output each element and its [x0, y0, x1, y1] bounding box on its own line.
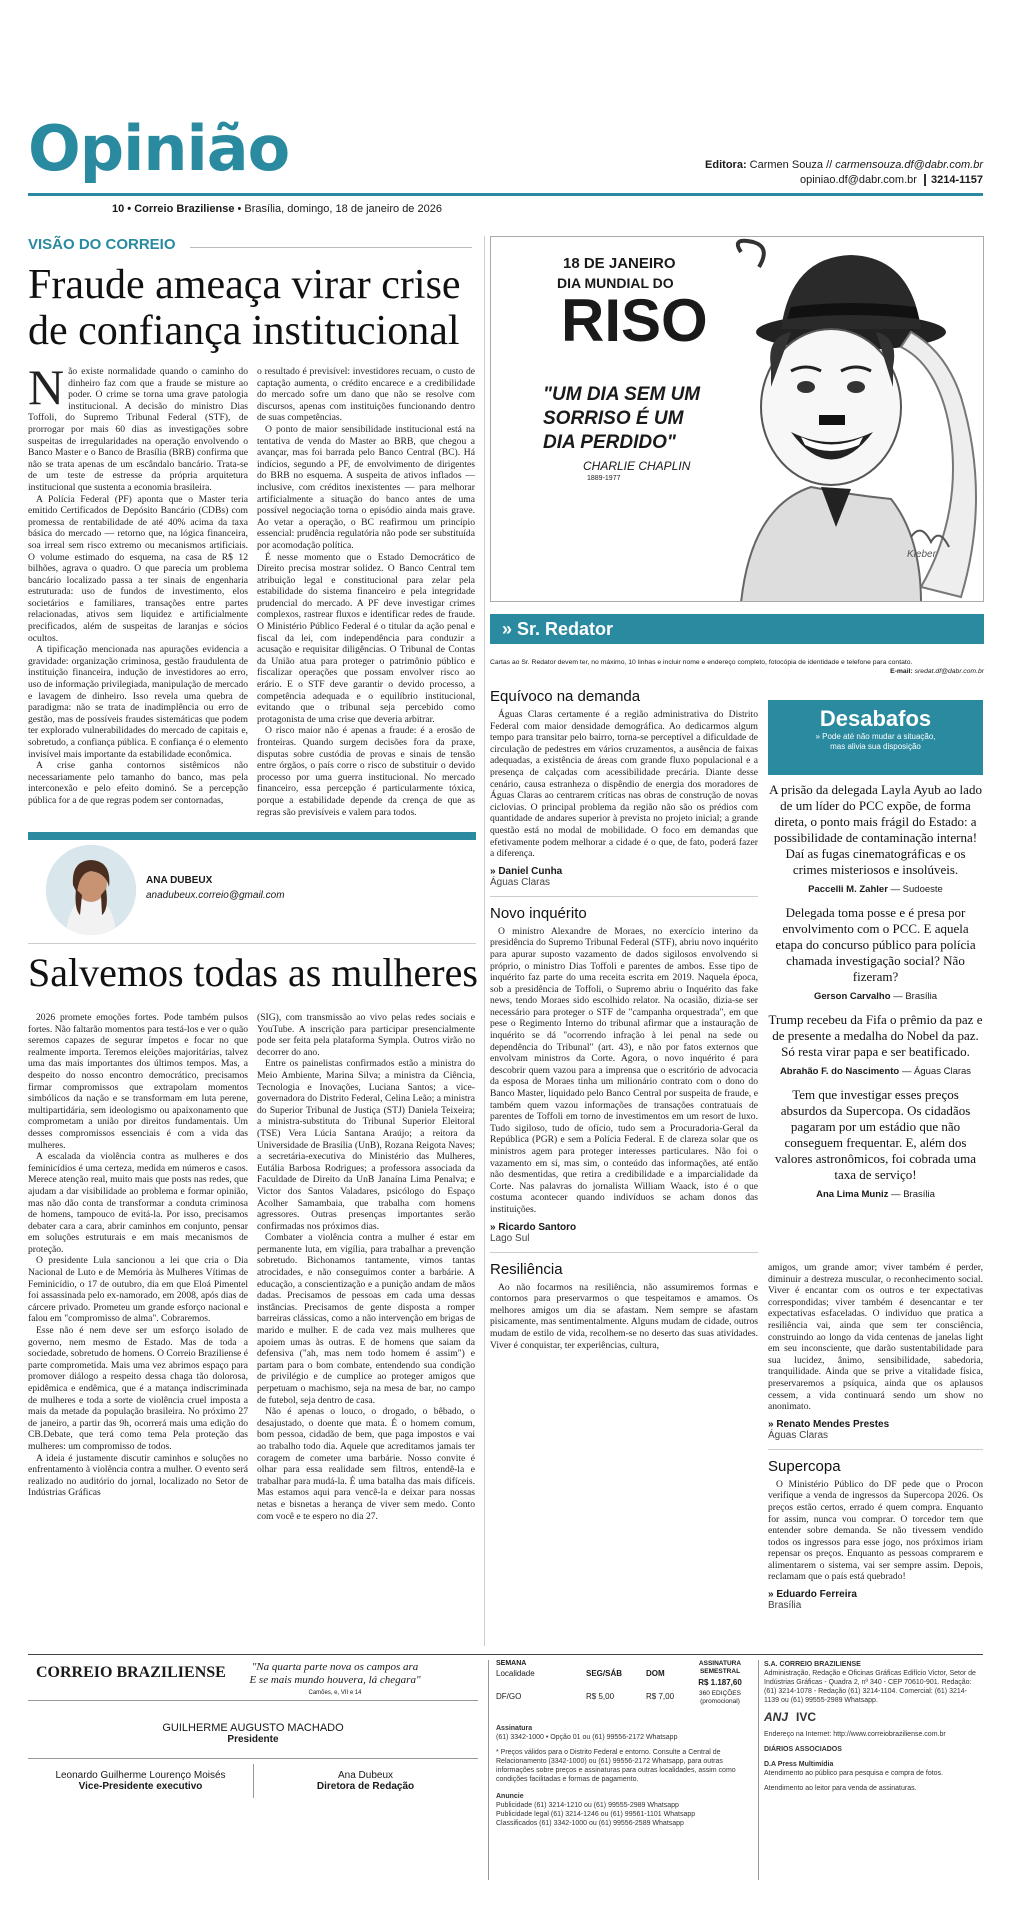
footer-logo: CORREIO BRAZILIENSE — [36, 1664, 226, 1681]
editorial-paragraph: o resultado é previsível: investidores recuam, o custo de captação aumenta, o crédito encarece e a credibilidade do mercado sofre um dano que não se resolve com discursos, apenas com instituições funcionando dentro de suas competências. — [257, 366, 475, 424]
cartoon — [490, 236, 984, 602]
desabafo-item — [768, 782, 983, 895]
letter-author: » Renato Mendes Prestes — [768, 1418, 890, 1430]
letter-paragraph: amigos, um grande amor; viver também é perder, diminuir a destreza muscular, o reconhecimento social. Viver é encantar com os outros e ter expectativas correspondidas; viver também é desencantar e ter expectativas esfaceladas. O indivíduo que pratica a resiliência vai, ainda que sem ter consciência, construindo ao longo da vida centenas de janelas light em seu inconsciente, que darão sustentabilidade para sua lucidez, ânimo, sensibilidade, sabedoria, tranquilidade. Ainda que se prive a vitalidade física, preservaremos a psíquica, ainda que os aplausos cessem, a vida continuará sendo um show no anonimato. — [768, 1262, 983, 1413]
president-block — [28, 1722, 478, 1745]
column-paragraph: Entre os painelistas confirmados estão a ministra do Meio Ambiente, Marina Silva; a ministra da Ciência, Tecnologia e Inovações, Luciana Santos; a vice-governadora do Distrito Federal, Celina Leão; a ministra do Superior Tribunal de Justiça (STJ) Daniela Teixeira; a ministra-substituta do Tribunal Superior Eleitoral (TSE) Vera Lúcia Santana Araújo; a reitora da Universidade de Brasília (UnB), Rozana Reigota Naves; a secretária-executiva do Ministério das Mulheres, Eutália Barbosa Rodrigues; a professora associada da Faculdade de Direito da UnB Janaína Lima Penalva; e Victor dos Santos Valadares, psicólogo do Espaço Acolher Samambaia, que trabalha com homens agressores. Outras presenças importantes serão confirmadas nos próximos dias. — [257, 1058, 475, 1232]
desabafo-text: Trump recebeu da Fifa o prêmio da paz e de presente a medalha do Nobel da paz. Só resta virar papa e ser beatificado. — [768, 1012, 983, 1059]
footer-quote-line: E se mais mundo houvera, lá chegara" — [249, 1674, 421, 1686]
desabafo-item — [768, 905, 983, 1002]
editorial-paragraph: O risco maior não é apenas a fraude: é a erosão de fronteiras. Quando surgem decisões fora da praxe, disputas sobre custódia de provas e sinais de tensão entre órgãos, o país corre o risco de substituir o devido processo por uma guerra institucional. No mercado financeiro, essa percepção é particularmente tóxica, porque a estabilidade depende da crença de que as regras são previsíveis e valem para todos. — [257, 725, 475, 818]
desabafo-signature: Gerson Carvalho — Brasília — [813, 991, 938, 1002]
anuncie-title: Anuncie — [496, 1793, 524, 1800]
desabafo-text: Delegada toma posse e é presa por envolvimento com o PCC. E aquela etapa do concurso público para polícia chamada investigação social? Não fizeram? — [775, 905, 976, 984]
column-headline: Salvemos todas as mulheres — [28, 950, 478, 995]
subscription-price: R$ 1.187,60 — [698, 1678, 742, 1687]
subscription-info — [496, 1724, 752, 1828]
letter-body — [490, 709, 758, 860]
desabafo-text: A prisão da delegada Layla Ayub ao lado de um líder do PCC expõe, de forma direta, o ponto mais frágil do Estado: a possibilidade de contaminação interna! Daí as fugas cinematográficas e os crimes misteriosos e insolúveis. — [769, 782, 982, 877]
footer-quote — [220, 1661, 450, 1700]
desabafo-name: Paccelli M. Zahler — [808, 884, 888, 895]
letter-title: Novo inquérito — [490, 904, 587, 922]
editorial-headline-line2: de confiança institucional — [28, 308, 460, 354]
help-text: Atendimento ao leitor para venda de assinaturas. — [764, 1785, 917, 1792]
editor-info — [705, 158, 983, 188]
desabafo-place: Águas Claras — [914, 1066, 972, 1077]
director-block — [253, 1770, 478, 1792]
cartoon-author: CHARLIE CHAPLIN — [583, 459, 691, 473]
column-paragraph: (SIG), com transmissão ao vivo pelas redes sociais e YouTube. A inscrição para participar presencialmente pode ser feita pela plataforma Sympla. Outros virão no decorrer do ano. — [257, 1012, 475, 1058]
column-text-1 — [28, 1012, 248, 1640]
cartoon-day: DIA MUNDIAL DO — [557, 275, 674, 291]
desabafos-subtitle-line: mas alivia sua disposição — [830, 742, 921, 751]
logos-row — [764, 1710, 982, 1724]
footer-rule — [28, 1758, 478, 1759]
editorial-paragraph: A tipificação mencionada nas apurações evidencia a gravidade: organização criminosa, gestão fraudulenta de instituição financeira, indução de investidores ao erro, uso de informação privilegiada, manipulação de mercado e lavagem de dinheiro. Isso revela uma quebra de paradigma: não se trata de inadimplência ou erro de gestão, mas de possíveis fraudes sistemáticas que podem ter explorado vulnerabilidades do mercado de capitais e, sobretudo, a confiança pública. E confiança é o elemento invisível mais importante da estabilidade econômica. — [28, 644, 248, 760]
letter-paragraph: Ao não focarmos na resiliência, não assumiremos formas e contornos para preservarmos o que tespeitamos e amamos. Os melhores amigos um dia se afastam. Nem sempre se afastam pisicamente, mas sentimentalmente. Alguns mudam de cidade, outros mudam de estilo de vida, recolhem-se no deserto das suas atividades. Viver é conquistar, ter experiências, cultura, — [490, 1281, 758, 1351]
letter-place: Brasília — [768, 1600, 802, 1612]
sr-redator-email[interactable]: sredat.df@dabr.com.br — [914, 668, 984, 675]
footer-divider — [488, 1660, 489, 1880]
letter-divider — [768, 1449, 983, 1450]
letter-title: Resiliência — [490, 1260, 563, 1278]
vp-block — [28, 1770, 253, 1792]
president-name: GUILHERME AUGUSTO MACHADO — [162, 1722, 344, 1734]
desabafo-text: Tem que investigar esses preços absurdos da Supercopa. Os cidadãos pagaram por um estádio que não conseguem frequentar. E, além dos valores astronômicos, foi cobrada uma taxa de serviço! — [774, 1087, 977, 1182]
desabafos-header — [768, 700, 983, 775]
footer-quote-source: Camões, e, VII e 14 — [308, 1690, 362, 1696]
cartoon-date: 18 DE JANEIRO — [563, 255, 676, 272]
vp-name: Leonardo Guilherme Lourenço Moisés — [55, 1770, 226, 1781]
cartoon-signature: Kleber — [907, 549, 936, 560]
editorial-headline-line1: Fraude ameaça virar crise — [28, 262, 461, 308]
desabafo-name: Abrahão F. do Nascimento — [779, 1066, 900, 1077]
footer-quote-line: "Na quarta parte nova os campos ara — [251, 1661, 419, 1673]
sr-redator-header: » Sr. Redator — [490, 614, 984, 644]
price-header: SEMANA — [496, 1660, 527, 1667]
column-paragraph: O presidente Lula sancionou a lei que cria o Dia Nacional de Luto e de Memória às Mulheres Vítimas de Feminicídio, o 17 de outubro, dia em que Eloá Pimentel foi assassinada pelo ex-namorado, em 2008, após dias de cárcere privado. Prometeu um grande esforço nacional e falou em "compromisso de alma". Cobraremos. — [28, 1255, 248, 1325]
footer-rule — [28, 1700, 478, 1701]
opinion-email[interactable]: opiniao.df@dabr.com.br — [799, 174, 917, 186]
desabafos-title: Desabafos — [819, 706, 932, 731]
letter-title: Equívoco na demanda — [490, 688, 641, 705]
column-top-bar — [28, 832, 476, 840]
letter-author: » Eduardo Ferreira — [768, 1589, 857, 1601]
column-rule — [28, 943, 476, 944]
price-cell: DF/GO — [496, 1692, 522, 1701]
desabafo-place: Sudoeste — [902, 884, 943, 895]
letter-body — [490, 926, 758, 1216]
company-info — [764, 1660, 982, 1793]
desabafos-list — [768, 782, 983, 1262]
desabafo-place: Brasília — [903, 1189, 935, 1200]
desabafo-signature: Abrahão F. do Nascimento — Águas Claras — [779, 1066, 972, 1077]
company-text: Administração, Redação e Oficinas Gráficas Edifício Victor, Setor de Indústrias Gráficas - Quadra 2, nº 340 - CEP 70610-901. Redação: (61) 3214-1078 - Redação (61) 3214-1104. Comercial: (61) 3214-1139 ou (61) 99555-2989 Whatsapp. — [764, 1670, 976, 1704]
author-avatar — [46, 845, 136, 935]
sr-redator-note-text: Cartas ao Sr. Redator devem ter, no máximo, 10 linhas e incluir nome e endereço completo, fotocópia de identidade e telefone para contato. — [490, 659, 913, 666]
assinatura-text: (61) 3342-1000 • Opção 01 ou (61) 99556-2172 Whatsapp — [496, 1734, 678, 1741]
desabafo-name: Gerson Carvalho — [813, 991, 891, 1002]
letter-body — [490, 1282, 758, 1352]
page-title: Opinião — [28, 112, 290, 185]
editorial-section-label: VISÃO DO CORREIO — [28, 236, 176, 253]
ivc-logo-icon: IVC — [796, 1710, 817, 1724]
sr-redator-note — [490, 658, 984, 676]
cartoon-quote-line: SORRISO É UM — [543, 408, 684, 429]
desabafo-name: Ana Lima Muniz — [816, 1189, 889, 1200]
letter-body — [768, 1479, 983, 1583]
price-col: Localidade — [496, 1669, 535, 1678]
column-text-2 — [257, 1012, 475, 1640]
cartoon-quote-line: "UM DIA SEM UM — [543, 384, 701, 405]
editorial-column-2 — [257, 366, 475, 826]
ass-label: DIÁRIOS ASSOCIADOS — [764, 1746, 842, 1753]
column-paragraph: Não é apenas o louco, o drogado, o bêbado, o desajustado, o doente que mata. É o homem comum, bom pessoa, cidadão de bem, que paga impostos e vai ao trabalho todo dia. Aquele que acreditamos jamais ter coragem de cometer uma barbárie. Nosso convite é olhar para essa realidade sem filtros, entendê-la e trabalhar para mudá-la. É uma batalha das mais difíceis. Mas estamos aqui para vencê-la e deixar para nossas netas e bisnetas a herança de viver sem medo. Conto com você e te espero no dia 27. — [257, 1406, 475, 1522]
subscription-label: ASSINATURA SEMESTRAL — [698, 1660, 742, 1675]
footer-divider — [758, 1660, 759, 1880]
cartoon-riso: RISO — [561, 287, 708, 354]
editorial-headline — [28, 262, 488, 354]
author-name: ANA DUBEUX — [146, 875, 213, 886]
subscription-box — [688, 1660, 752, 1706]
phone-number: 3214-1157 — [924, 174, 983, 186]
company-name: S.A. CORREIO BRAZILIENSE — [764, 1661, 861, 1668]
author-email[interactable]: anadubeux.correio@gmail.com — [146, 890, 285, 901]
desabafo-signature: Paccelli M. Zahler — Sudoeste — [808, 884, 943, 895]
cartoon-quote-line: DIA PERDIDO" — [543, 432, 676, 453]
editorial-paragraph: A Polícia Federal (PF) aponta que o Master teria emitido Certificados de Depósito Bancário (CDBs) com promessa de rentabilidade de até 40% acima da taxa básica do mercado — retorno que, na lógica financeira, soa irreal sem risco extremo ou mecanismos artificiais. O volume estimado do esquema, na casa de R$ 12 bilhões, agrava o quadro. O que parecia um problema bancário localizado passa a ter sinais de engenharia estruturada: uso de fundos de investimento, elos societários e familiares, transações entre partes relacionadas, ativos sem liquidez e artificialmente precificados, além de suspeitas de laranjas e sócios ocultos. — [28, 493, 248, 644]
section-rule — [190, 247, 472, 248]
dabr-title: D.A Press Multimídia — [764, 1761, 834, 1768]
date-text: • Brasília, domingo, 18 de janeiro de 2026 — [234, 203, 442, 215]
price-col: SEG/SÁB — [586, 1669, 623, 1678]
author-portrait-icon — [46, 845, 136, 935]
editor-label: Editora: — [705, 159, 747, 171]
anj-logo-icon: ANJ — [764, 1710, 789, 1724]
editor-email[interactable]: carmensouza.df@dabr.com.br — [835, 159, 983, 171]
anuncie-line: Publicidade (61) 3214-1210 ou (61) 99555-2989 Whatsapp — [496, 1802, 679, 1809]
director-role: Diretora de Redação — [316, 1781, 415, 1792]
director-name: Ana Dubeux — [337, 1770, 394, 1781]
letter-author: » Daniel Cunha — [490, 865, 563, 877]
editorial-paragraph: ão existe normalidade quando o caminho do dinheiro faz com que a fraude se misture ao poder. O crime se torna uma grave patologia institucional. A decisão do ministro Dias Toffoli, do Supremo Tribunal Federal (STF), de prorrogar por mais 60 dias as investigações sobre suspeitas de irregularidades na operação envolvendo o Banco Master e o Banco de Brasília (BRB) confirma que não se trata apenas de um escândalo bancário. Trata-se de um teste de estresse da própria arquitetura institucional que sustenta a economia brasileira. — [28, 366, 248, 493]
desabafo-signature: Ana Lima Muniz — Brasília — [816, 1189, 935, 1200]
editorial-paragraph: É nesse momento que o Estado Democrático de Direito precisa mostrar solidez. O Banco Central tem atribuição legal e constitucional para zelar pela estabilidade do sistema financeiro e pela integridade prudencial do mercado. A PF deve investigar crimes complexos, rastrear fluxos e identificar redes de fraude. O Ministério Público Federal é o titular da ação penal e fiscal da lei, com independência para conduzir a acusação e requisitar diligências. O Tribunal de Contas da União atua para proteger o patrimônio público e fiscalizar operações que possam envolver risco ao erário. E o STF deve garantir o devido processo, a competência adequada e o equilíbrio institucional, evitando que o tribunal seja percebido como protagonista de uma crise que deveria arbitrar. — [257, 551, 475, 725]
page-number: 10 • — [112, 203, 135, 215]
price-col: DOM — [646, 1669, 665, 1678]
assinatura-title: Assinatura — [496, 1725, 533, 1732]
editor-name: Carmen Souza // — [749, 159, 833, 171]
letters-column — [490, 688, 758, 1648]
column-divider — [484, 236, 485, 1646]
column-paragraph: Esse não é nem deve ser um esforço isolado de governo, nem mesmo de Estado. Mas de toda a sociedade, sobretudo de homens. O Correio Braziliense é parte comprometida. Mais uma vez abrimos espaço para promover diálogo a respeito dessa chaga tão dolorosa, epidêmica e endêmica, que é a matança indiscriminada de mulheres e toda a sorte de violência cruel imposta a mais da metade da população brasileira. No próximo 27 de janeiro, a partir das 9h, ocorrerá mais uma edição do CB.Debate, que terá como tema Pela proteção das mulheres: um compromisso de todos. — [28, 1325, 248, 1452]
letter-divider — [490, 896, 758, 897]
price-cell: R$ 7,00 — [646, 1692, 675, 1701]
editorial-dropcap: N — [28, 366, 65, 415]
cartoon-years: 1889-1977 — [587, 475, 621, 482]
column-paragraph: Combater a violência contra a mulher é estar em permanente luta, em vigília, para trabalhar a prevenção sobretudo. Bichonamos tantamente, vimos tantas atrocidades, e não conseguimos conter a barbárie. A educação, a conscientização e a punição andam de mãos dadas. Precisamos de pessoas em cada uma dessas instâncias. Precisamos de gente disposta a romper barreiras clássicas, como a não intervenção em brigas de marido e mulher. E de cada vez mais mulheres que apoiem umas às outras. E de homens que saiam da defensiva ("ah, mas nem todo homem é assim") e partam para o bom combate, entendendo sua condição de privilégio e de cumplice ao proteger amigos que perpetuam o machismo, seja na mesa de bar, no campo de futebol, seja dentro de casa. — [257, 1232, 475, 1406]
anuncie-line: Publicidade legal (61) 3214-1246 ou (61) 99561-1101 Whatsapp — [496, 1811, 696, 1818]
letter-title: Supercopa — [768, 1457, 841, 1475]
vp-role: Vice-Presidente executivo — [78, 1781, 203, 1792]
letter-paragraph: O ministro Alexandre de Moraes, no exercício interino da presidência do Supremo Tribunal Federal (STF), abriu novo inquérito para apurar suposto vazamento de dados sigilosos envolvendo si próprio, o ministro Dias Toffoli e parentes de ambos. Esse tipo de inquérito faz parte do uma receita escrita em 2019. Naquela época, sob a presidência de Toffoli, o Supremo abriu o Inquérito das fake news, tendo Moraes sido escolhido relator. Na ocasião, dizia-se ser necessário para proteger o STF de "campanha orquestrada", em que pese o Regimento Interno do tribunal afirmar que a instauração de inquérito se dá "ocorrendo infração à lei penal na sede ou dependência do Tribunal" (art. 43), e não por fatos externos que envolvam ministros da Corte. Agora, o novo inquérito é para descobrir quem vazou para a imprensa que o escritório de advocacia da esposa de Moraes tinha um milionário contrato com o dono do Banco Master, liquidado pelo Banco Central por suspeita de fraude, e também quem vazou informações de transações contratuais de parentes de Toffoli em torno de investimentos em um resort de luxo. Tudo sigiloso, tudo de ofício, tudo sem a Procuradoria-Geral da República (PGR) e sem a Polícia Federal. E de clareza solar que os ministros agem para proteger interesses particulares. Não foi o vazamento em si, mas sim, o conteúdo das informações, até então não desmentidas, que retira a credibilidade e a imparcialidade da Corte. Nas palavras do jornalista William Waack, isto é o que costuma acontecer quando indivíduos se acham donos das instituições. — [490, 925, 758, 1215]
web-text[interactable]: Endereço na Internet: http://www.correiobraziliense.com.br — [764, 1731, 946, 1738]
letter-paragraph: Águas Claras certamente é a região administrativa do Distrito Federal com maior densidade demográfica. Ao dedicarmos algum tempo para transitar pelo bairro, torna-se perceptível a dificuldade de circulação de pedestres em vários cruzamentos, a ausência de faixas adequadas, a existência de áreas com grande fluxo populacional e a presença de calçadas com acessibilidade precária. Diante desse cenário, causa estranheza o dispêndio de energia dos moradores de Águas Claras ao centrarem críticas nas obras de construção de novas ciclovias. O principal problema da região não são os prédios com quantidade de andares superior à prevista no projeto inicial; a grande questão está no modal de mobilidade. O foco em demandas que efetivamente podem melhorar a cidade é o que, de fato, poderá fazer a diferença. — [490, 709, 758, 860]
president-role: Presidente — [227, 1734, 279, 1745]
letter-divider — [490, 1252, 758, 1253]
letter-place: Águas Claras — [490, 876, 551, 888]
desabafo-item — [768, 1012, 983, 1077]
cartoon-quote — [543, 383, 700, 455]
letter-body — [768, 1262, 983, 1413]
masthead-rule — [28, 193, 983, 196]
price-cell: R$ 5,00 — [586, 1692, 615, 1701]
desabafos-subtitle — [768, 732, 983, 752]
sr-redator-email-label: E-mail: — [890, 668, 915, 675]
desabafos-subtitle-line: » Pode até não mudar a situação, — [815, 732, 936, 741]
dabr-text: Atendimento ao público para pesquisa e compra de fotos. — [764, 1770, 944, 1777]
footer-top-rule — [28, 1654, 983, 1655]
column-paragraph: 2026 promete emoções fortes. Pode também pulsos fortes. Não faltarão momentos para testá-los e ver o quão seremos capazes de segurar ímpetos e focar no que realmente importa. Teremos eleições majoritárias, talvez uma das mais importantes dos últimos tempos. Mas, a despeito do nosso encontro democrático, precisamos firmar compromissos que extrapolam momentos simbólicos da nação e se transformam em luta perene, multipartidária, sem ideologismo ou apaixonamento que comprometam a união por direitos fundamentais. Um desses compromissos essenciais é com a vida das mulheres. — [28, 1012, 248, 1151]
subscription-note: 360 EDIÇÕES (promocional) — [699, 1690, 741, 1705]
anuncie-line: Classificados (61) 3342-1000 ou (61) 99556-2589 Whatsapp — [496, 1820, 684, 1827]
column-paragraph: A ideia é justamente discutir caminhos e soluções no enfrentamento à violência contra a mulher. O evento será realizado no auditório do jornal, localizado no Setor de Indústrias Gráficas — [28, 1452, 248, 1499]
letters-continuation — [768, 1262, 983, 1652]
atendimento-text: * Preços válidos para o Distrito Federal e entorno. Consulte a Central de Relacionamento (3342-1000) ou (61) 99556-2172 Whatsapp, para outras informações sobre preços e assinaturas para outras localidades, assim como condições facilitadas e formas de pagamento. — [496, 1749, 736, 1783]
desabafo-place: Brasília — [905, 991, 938, 1002]
column-paragraph: A escalada da violência contra as mulheres e dos feminicídios é uma certeza, medida em números e casos. Merece atenção real, muito mais que posts nas redes, que ajudam a dar visibilidade ao problema e formar opinião, mas não dão conta de transformar a conduta criminosa de homens, tampouco de evitá-la. Por isso, precisamos debater cara a cara, abrir caminhos em conjunto, pensar em soluções estruturais e em mais mecanismos de proteção. — [28, 1151, 248, 1255]
desabafo-item — [768, 1087, 983, 1200]
paper-name: Correio Braziliense — [134, 203, 235, 215]
letter-author: » Ricardo Santoro — [490, 1221, 577, 1233]
editorial-paragraph: A crise ganha contornos sistêmicos não necessariamente pelo tamanho do banco, mas pela interconexão e pelo efeito dominó. Se a percepção pública for a de que regras podem ser contornadas, — [28, 760, 248, 806]
dateline — [112, 203, 442, 215]
letter-place: Lago Sul — [490, 1232, 530, 1244]
letter-paragraph: O Ministério Público do DF pede que o Procon verifique a venda de ingressos da Supercopa 2026. Os preços estão certos, errado é quem compra. Enquanto for assim, nunca vou comprar. O torcedor tem que entender sobre demanda. Se não tivessem vendido todos os ingressos para esse jogo, nos próximos iriam repensar os preços. Enquanto as pessoas comprarem e alimentarem o sistema, vai ser sempre assim. Depois, reclamam que o país está quebrado! — [768, 1478, 983, 1583]
editorial-paragraph: O ponto de maior sensibilidade institucional está na tentativa de venda do Master ao BRB, que chegou a avançar, mas foi barrada pelo Banco Central (BC). Há indícios, segundo a PF, de envolvimento de dirigentes do BRB no esquema. A suspeita de ativos inflados — inclusive, com créditos inexistentes — para melhorar artificialmente a situação do banco antes de uma possível negociação torna o episódio ainda mais grave. Ao vetar a operação, o BC reafirmou um princípio essencial: prudência regulatória não pode ser substituída por acomodação política. — [257, 423, 475, 551]
letter-place: Águas Claras — [768, 1429, 829, 1441]
editorial-column-1 — [28, 366, 248, 826]
